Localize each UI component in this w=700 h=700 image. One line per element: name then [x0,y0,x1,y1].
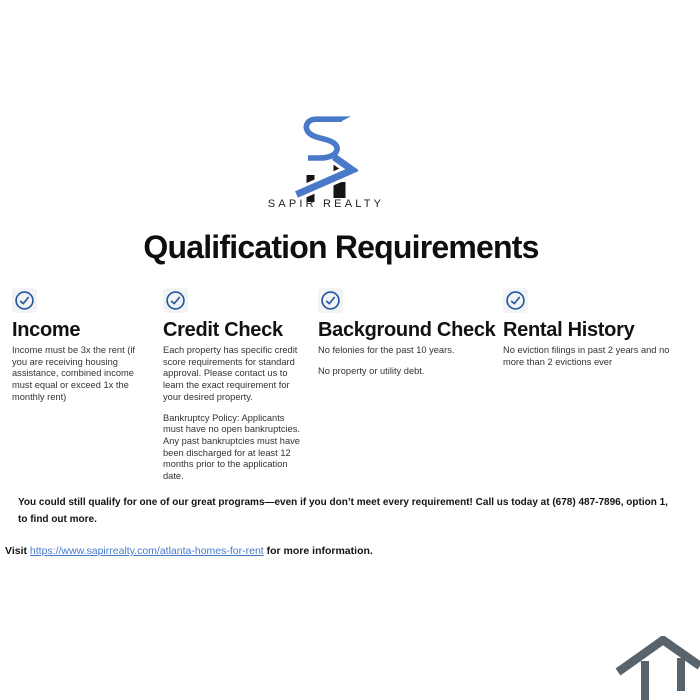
column-heading: Rental History [503,319,635,341]
logo [268,113,384,211]
column-heading: Income [12,319,81,341]
column-paragraph: Each property has specific credit score requirements for standard approval. Please contact us to learn the exact requirement for your desired property. [163,345,298,402]
brand-name: SAPIR REALTY [267,198,385,210]
column-paragraph: Income must be 3x the rent (if you are receiving housing assistance, combined income must equal or exceed 1x the monthly rent) [12,345,135,402]
check-circle-icon [163,288,188,313]
check-circle-icon [503,288,528,313]
promo-text: You could still qualify for one of our great programs—even if you don’t meet every requirement! Call us today at (678) 487-7896, option 1, to find out more. [18,497,668,525]
page-title: Qualification Requirements [143,229,539,265]
requirements-grid [0,288,700,492]
column-heading: Background Check [318,319,496,341]
requirement-column-background-check [318,288,496,492]
header [0,0,700,266]
column-paragraph: No eviction filings in past 2 years and no more than 2 evictions ever [503,345,670,367]
requirement-column-income [12,288,151,492]
visit-line [5,545,373,557]
house-outline-icon [610,636,700,700]
check-circle-icon [318,288,343,313]
website-link[interactable]: https://www.sapirrealty.com/atlanta-homes-for-rent [29,545,264,557]
visit-suffix: for more information. [266,545,373,557]
requirement-column-rental-history [503,288,688,492]
sr-monogram-logo [294,113,358,205]
column-paragraph: Bankruptcy Policy: Applicants must have no open bankruptcies. Any past bankruptcies must have been discharged for at least 12 months prior to the application date. [163,412,300,482]
requirement-column-credit-check [163,288,306,492]
check-circle-icon [12,288,37,313]
column-paragraph: No property or utility debt. [318,365,425,376]
column-paragraph: No felonies for the past 10 years. [318,345,455,355]
visit-prefix: Visit [5,545,27,557]
column-heading: Credit Check [163,319,283,341]
